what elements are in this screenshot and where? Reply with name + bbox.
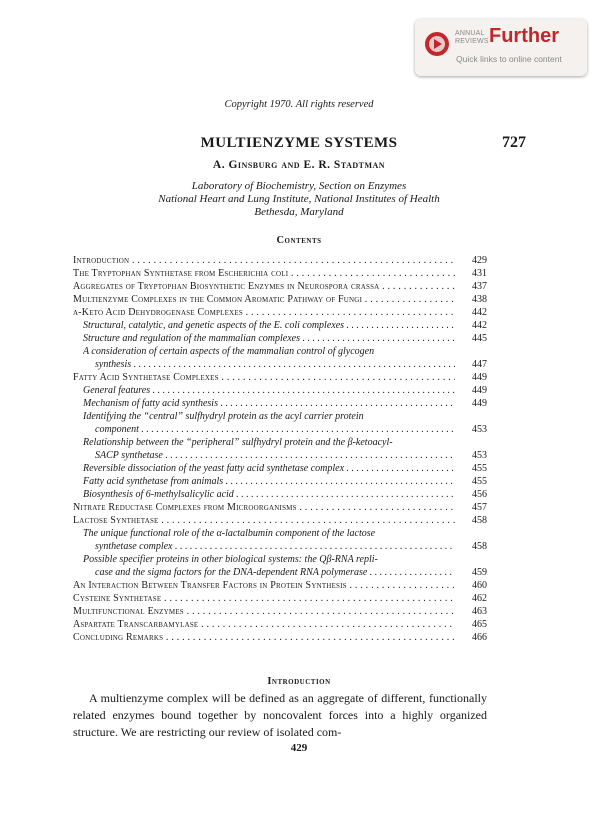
toc-entry-page: 429 (472, 255, 487, 266)
toc-entry-title: Fatty acid synthetase from animals . . . (83, 475, 455, 488)
toc-entry-title: Multifunctional Enzymes . . . (73, 605, 455, 618)
toc-entry-page: 460 (472, 580, 487, 591)
toc-entry (73, 579, 487, 592)
toc-entry-title: Biosynthesis of 6-methylsalicylic acid . . . (83, 488, 455, 501)
toc-entry-title: synthesis . . . (95, 358, 455, 371)
toc-entry-title: Aggregates of Tryptophan Biosynthetic Enzymes in Neurospora crassa . . . (73, 280, 455, 293)
annual-reviews-further-badge[interactable] (415, 19, 587, 76)
copyright-notice: Copyright 1970. All rights reserved (224, 99, 374, 110)
toc-entry-title: Nitrate Reductase Complexes from Microorganisms . . . (73, 501, 455, 514)
page-folio: 429 (290, 742, 308, 754)
toc-entry (73, 384, 487, 397)
toc-entry-title: Reversible dissociation of the yeast fatty acid synthetase complex . . . (83, 462, 455, 475)
toc-entry (73, 267, 487, 280)
toc-entry (73, 501, 487, 514)
toc-entry-title-line1: The unique functional role of the α-lactalbumin component of the lactose (83, 528, 376, 539)
play-arrow-icon (424, 31, 450, 57)
toc-entry-title: Cysteine Synthetase . . . (73, 592, 455, 605)
toc-entry-page: 449 (472, 398, 487, 409)
toc-entry-page: 465 (472, 619, 487, 630)
toc-entry (73, 527, 487, 553)
toc-entry-title-line1: A consideration of certain aspects of the mammalian control of glycogen (83, 346, 375, 357)
affiliation-line: Laboratory of Biochemistry, Section on Enzymes (191, 180, 407, 192)
toc-entry (73, 488, 487, 501)
toc-entry-title: component . . . (95, 423, 455, 436)
toc-entry-title-line1: Possible specifier proteins in other biological systems: the Qβ-RNA repli- (83, 554, 378, 565)
toc-entry-title: Multienzyme Complexes in the Common Aromatic Pathway of Fungi . . . (73, 293, 455, 306)
section-heading-introduction: Introduction (267, 676, 331, 687)
toc-entry (73, 293, 487, 306)
toc-entry (73, 605, 487, 618)
article-title: MULTIENZYME SYSTEMS (200, 135, 398, 151)
toc-entry (73, 514, 487, 527)
toc-entry (73, 475, 487, 488)
toc-entry-page: 442 (472, 307, 487, 318)
toc-entry-page: 445 (472, 333, 487, 344)
toc-entry-title: An Interaction Between Transfer Factors in Protein Synthesis . . . (73, 579, 455, 592)
toc-entry (73, 371, 487, 384)
toc-entry (73, 462, 487, 475)
toc-entry (73, 553, 487, 579)
affiliation-line: Bethesda, Maryland (254, 206, 344, 218)
badge-brand: ANNUAL REVIEWS (455, 30, 489, 45)
toc-entry (73, 410, 487, 436)
toc-entry-page: 438 (472, 294, 487, 305)
badge-subtitle: Quick links to online content (456, 54, 562, 64)
toc-entry-page: 449 (472, 385, 487, 396)
toc-entry-page: 458 (472, 515, 487, 526)
toc-entry-page: 455 (472, 476, 487, 487)
toc-entry-page: 442 (472, 320, 487, 331)
toc-entry (73, 306, 487, 319)
toc-entry-page: 447 (472, 359, 487, 370)
journal-page-number: 727 (502, 134, 526, 151)
toc-entry-page: 462 (472, 593, 487, 604)
toc-entry-page: 456 (472, 489, 487, 500)
toc-entry-title: Structure and regulation of the mammalian complexes . . . (83, 332, 455, 345)
toc-entry-title: SACP synthetase . . . (95, 449, 455, 462)
contents-heading: Contents (276, 235, 322, 246)
toc-entry-page: 458 (472, 541, 487, 552)
toc-entry-title: Introduction . . . (73, 254, 455, 267)
toc-entry-page: 437 (472, 281, 487, 292)
toc-entry-page: 453 (472, 424, 487, 435)
toc-entry-page: 453 (472, 450, 487, 461)
toc-entry-page: 459 (472, 567, 487, 578)
toc-entry-title: synthetase complex . . . (95, 540, 455, 553)
toc-entry-title: Aspartate Transcarbamylase . . . (73, 618, 455, 631)
toc-entry-page: 457 (472, 502, 487, 513)
toc-entry (73, 319, 487, 332)
toc-entry-page: 431 (472, 268, 487, 279)
toc-entry-page: 455 (472, 463, 487, 474)
toc-entry-title-line1: Identifying the “central” sulfhydryl protein as the acyl carrier protein (83, 411, 364, 422)
toc-entry (73, 254, 487, 267)
toc-entry-title: General features . . . (83, 384, 455, 397)
toc-entry (73, 592, 487, 605)
affiliation-line: National Heart and Lung Institute, National Institutes of Health (158, 193, 440, 205)
toc-entry-page: 463 (472, 606, 487, 617)
toc-entry (73, 618, 487, 631)
badge-title: Further (489, 25, 559, 47)
toc-entry-title: α-Keto Acid Dehydrogenase Complexes . . . (73, 306, 455, 319)
toc-entry-page: 449 (472, 372, 487, 383)
toc-entry-title: The Tryptophan Synthetase from Escherichia coli . . . (73, 267, 455, 280)
toc-entry-page: 466 (472, 632, 487, 643)
table-of-contents (73, 254, 487, 644)
toc-entry-title: Fatty Acid Synthetase Complexes . . . (73, 371, 455, 384)
toc-entry-title: Lactose Synthetase . . . (73, 514, 455, 527)
toc-entry (73, 332, 487, 345)
toc-entry (73, 345, 487, 371)
body-paragraph: A multienzyme complex will be defined as an aggregate of different, functionally related enzymes bound together by noncovalent forces into a highly organized structure. We are restricting our review of isolated com- (73, 691, 487, 739)
toc-entry (73, 436, 487, 462)
toc-entry (73, 397, 487, 410)
toc-entry-title-line1: Relationship between the “peripheral” sulfhydryl protein and the β-ketoacyl- (83, 437, 393, 448)
authors: A. Ginsburg and E. R. Stadtman (212, 159, 386, 171)
toc-entry-title: Structural, catalytic, and genetic aspects of the E. coli complexes . . . (83, 319, 455, 332)
toc-entry-title: Mechanism of fatty acid synthesis . . . (83, 397, 455, 410)
toc-entry (73, 631, 487, 644)
toc-entry (73, 280, 487, 293)
toc-entry-title: case and the sigma factors for the DNA-dependent RNA polymerase . . . (95, 566, 455, 579)
toc-entry-title: Concluding Remarks . . . (73, 631, 455, 644)
